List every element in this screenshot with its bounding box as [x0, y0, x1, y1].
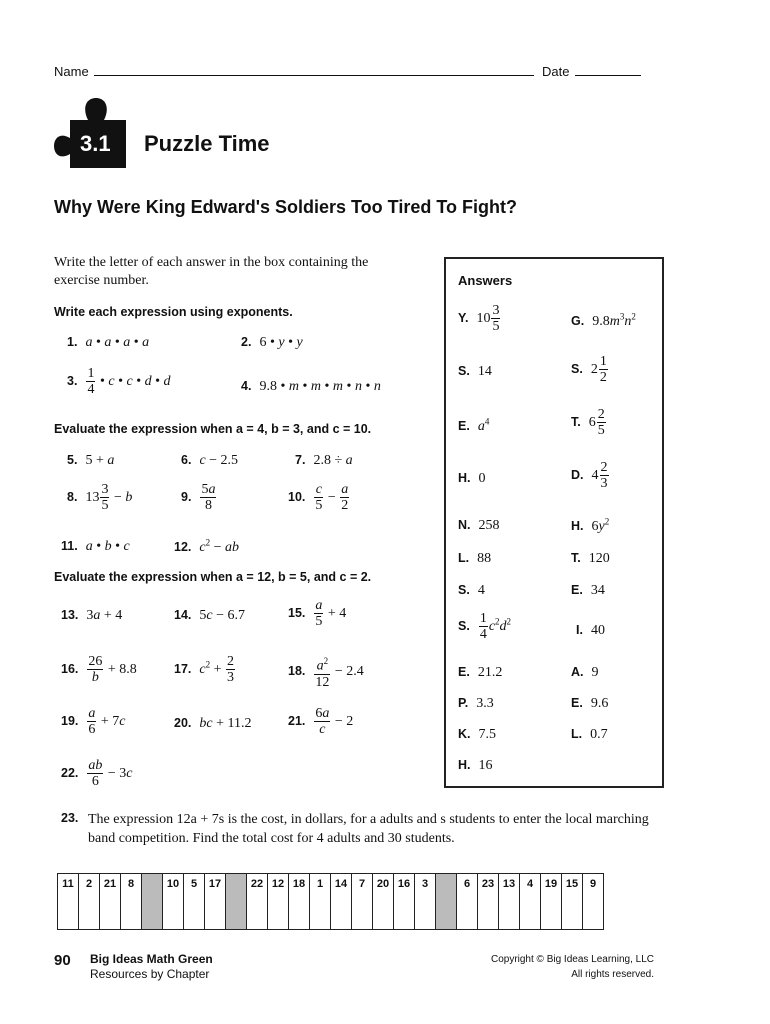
grid-cell[interactable]: 18	[289, 874, 310, 930]
answer-G1: G. $9.8m^3n^2$	[571, 311, 636, 329]
grid-cell[interactable]: 13	[499, 874, 520, 930]
answer-S3: S. 4	[458, 583, 485, 598]
exercise-11: 11. a • b • c	[61, 539, 130, 554]
answer-D: D. 4 $\frac{2}{3}$	[571, 460, 608, 491]
exercise-7: 7. 2.8 ÷ a	[295, 453, 353, 468]
grid-cell[interactable]: 2	[79, 874, 100, 930]
instructions: Write the letter of each answer in the box containing the exercise number.	[54, 255, 369, 288]
date-field	[542, 64, 641, 79]
grid-cell[interactable]: 6	[457, 874, 478, 930]
answer-K: K. 7.5	[458, 727, 496, 742]
exercise-4: 4. 9.8 • m • m • m • n • n	[241, 379, 381, 394]
answer-S4: S. $\frac{1}{4}$ $c^2d^2$	[458, 611, 512, 642]
grid-cell[interactable]: 22	[247, 874, 268, 930]
exercise-14: 14. 5c − 6.7	[174, 608, 246, 623]
grid-cell[interactable]: 8	[121, 874, 142, 930]
grid-cell[interactable]: 16	[394, 874, 415, 930]
exercise-1: 1. a • a • a • a	[67, 335, 150, 350]
section-heading-2: Evaluate the expression when a = 4, b = 3, and c = 10.	[54, 422, 372, 436]
grid-cell[interactable]: 11	[58, 874, 79, 930]
exercise-2: 2. 6 • y • y	[241, 335, 303, 350]
grid-cell[interactable]: 23	[478, 874, 499, 930]
answer-S2: S. 2 $\frac{1}{2}$	[571, 354, 607, 385]
exercise-9: 9. $\frac{5a}{8}$	[181, 482, 216, 513]
grid-cell-blank	[436, 874, 457, 930]
lesson-number: 3.1	[80, 131, 111, 156]
grid-cell[interactable]: 20	[373, 874, 394, 930]
exercise-23: 23. The expression 12a + 7s is the cost, in dollars, for a adults and s students to enter the local marching band competition. Find the total cost for 4 adults and 30 students.	[61, 810, 661, 848]
lesson-title: Puzzle Time	[144, 131, 270, 156]
grid-cell[interactable]: 12	[268, 874, 289, 930]
exercise-19: 19. $\frac{a}{6}$ + 7c	[61, 706, 126, 737]
exercise-5: 5. 5 + a	[67, 453, 115, 468]
grid-cell-blank	[142, 874, 163, 930]
page-number: 90	[54, 952, 71, 969]
grid-cell[interactable]: 17	[205, 874, 226, 930]
answers-box	[444, 257, 664, 788]
section-heading-1: Write each expression using exponents.	[54, 305, 293, 319]
grid-cell[interactable]: 15	[562, 874, 583, 930]
answer-grid-row	[58, 874, 604, 930]
answer-grid	[57, 873, 604, 930]
grid-cell[interactable]: 5	[184, 874, 205, 930]
puzzle-question: Why Were King Edward's Soldiers Too Tired To Fight?	[54, 197, 517, 217]
answer-S1: S. 14	[458, 364, 492, 379]
answer-L2: L. 0.7	[571, 727, 608, 742]
grid-cell[interactable]: 10	[163, 874, 184, 930]
exercise-3: 3. $\frac{1}{4}$ • c • c • d • d	[67, 366, 171, 397]
exercise-15: 15. $\frac{a}{5}$ + 4	[288, 598, 347, 629]
grid-cell[interactable]: 1	[310, 874, 331, 930]
grid-cell[interactable]: 4	[520, 874, 541, 930]
exercise-18: 18. $\frac{a^2}{12}$ − 2.4	[288, 656, 364, 690]
grid-cell[interactable]: 7	[352, 874, 373, 930]
answer-E4: E. 9.6	[571, 696, 609, 711]
section-heading-3: Evaluate the expression when a = 12, b = 5, and c = 2.	[54, 570, 372, 584]
grid-cell[interactable]: 14	[331, 874, 352, 930]
exercise-21: 21. $\frac{6a}{c}$ − 2	[288, 706, 354, 737]
answer-H3: H. 16	[458, 758, 493, 773]
exercise-16: 16. $\frac{26}{b}$ + 8.8	[61, 654, 137, 685]
answer-P: P. 3.3	[458, 696, 494, 711]
answers-title: Answers	[458, 273, 513, 288]
answer-H1: H. 0	[458, 471, 486, 486]
grid-cell[interactable]: 9	[583, 874, 604, 930]
exercise-6: 6. c − 2.5	[181, 453, 239, 468]
answer-T2: T. 120	[571, 551, 610, 566]
exercise-12: 12. $c^2$ − ab	[174, 537, 240, 555]
exercise-23-text: The expression 12a + 7s is the cost, in dollars, for a adults and s students to enter the local marching band competition. Find the total cost for 4 adults and 30 students.	[88, 812, 649, 846]
copyright: Copyright © Big Ideas Learning, LLC	[490, 954, 654, 965]
exercise-13: 13. 3a + 4	[61, 608, 123, 623]
grid-cell[interactable]: 21	[100, 874, 121, 930]
book-title: Big Ideas Math Green	[90, 952, 213, 966]
answer-Y: Y. 10 $\frac{3}{5}$	[458, 303, 500, 334]
exercise-10: 10. $\frac{c}{5}$ − $\frac{a}{2}$	[288, 482, 349, 513]
name-label: Name	[54, 64, 89, 79]
rights: All rights reserved.	[571, 969, 654, 980]
exercise-20: 20. bc + 11.2	[174, 716, 252, 731]
name-field	[54, 64, 534, 79]
answer-H2: H. $6y^2$	[571, 516, 610, 534]
exercise-17: 17. $c^2$ + $\frac{2}{3}$	[174, 654, 235, 685]
grid-cell[interactable]: 19	[541, 874, 562, 930]
book-subtitle: Resources by Chapter	[90, 967, 210, 981]
answer-E2: E. 34	[571, 583, 605, 598]
date-label: Date	[542, 64, 570, 79]
answer-N: N. 258	[458, 518, 500, 533]
answer-T1: T. 6 $\frac{2}{5}$	[571, 407, 605, 438]
grid-cell-blank	[226, 874, 247, 930]
exercise-22: 22. $\frac{ab}{6}$ − 3c	[61, 758, 133, 789]
grid-cell[interactable]: 3	[415, 874, 436, 930]
answer-L1: L. 88	[458, 551, 492, 566]
exercise-8: 8. 13 $\frac{3}{5}$ − b	[67, 482, 133, 513]
answer-A: A. 9	[571, 665, 599, 680]
answer-E3: E. 21.2	[458, 665, 503, 680]
answer-E1: E. $a^4$	[458, 416, 490, 434]
answer-I: I. 40	[576, 623, 605, 638]
